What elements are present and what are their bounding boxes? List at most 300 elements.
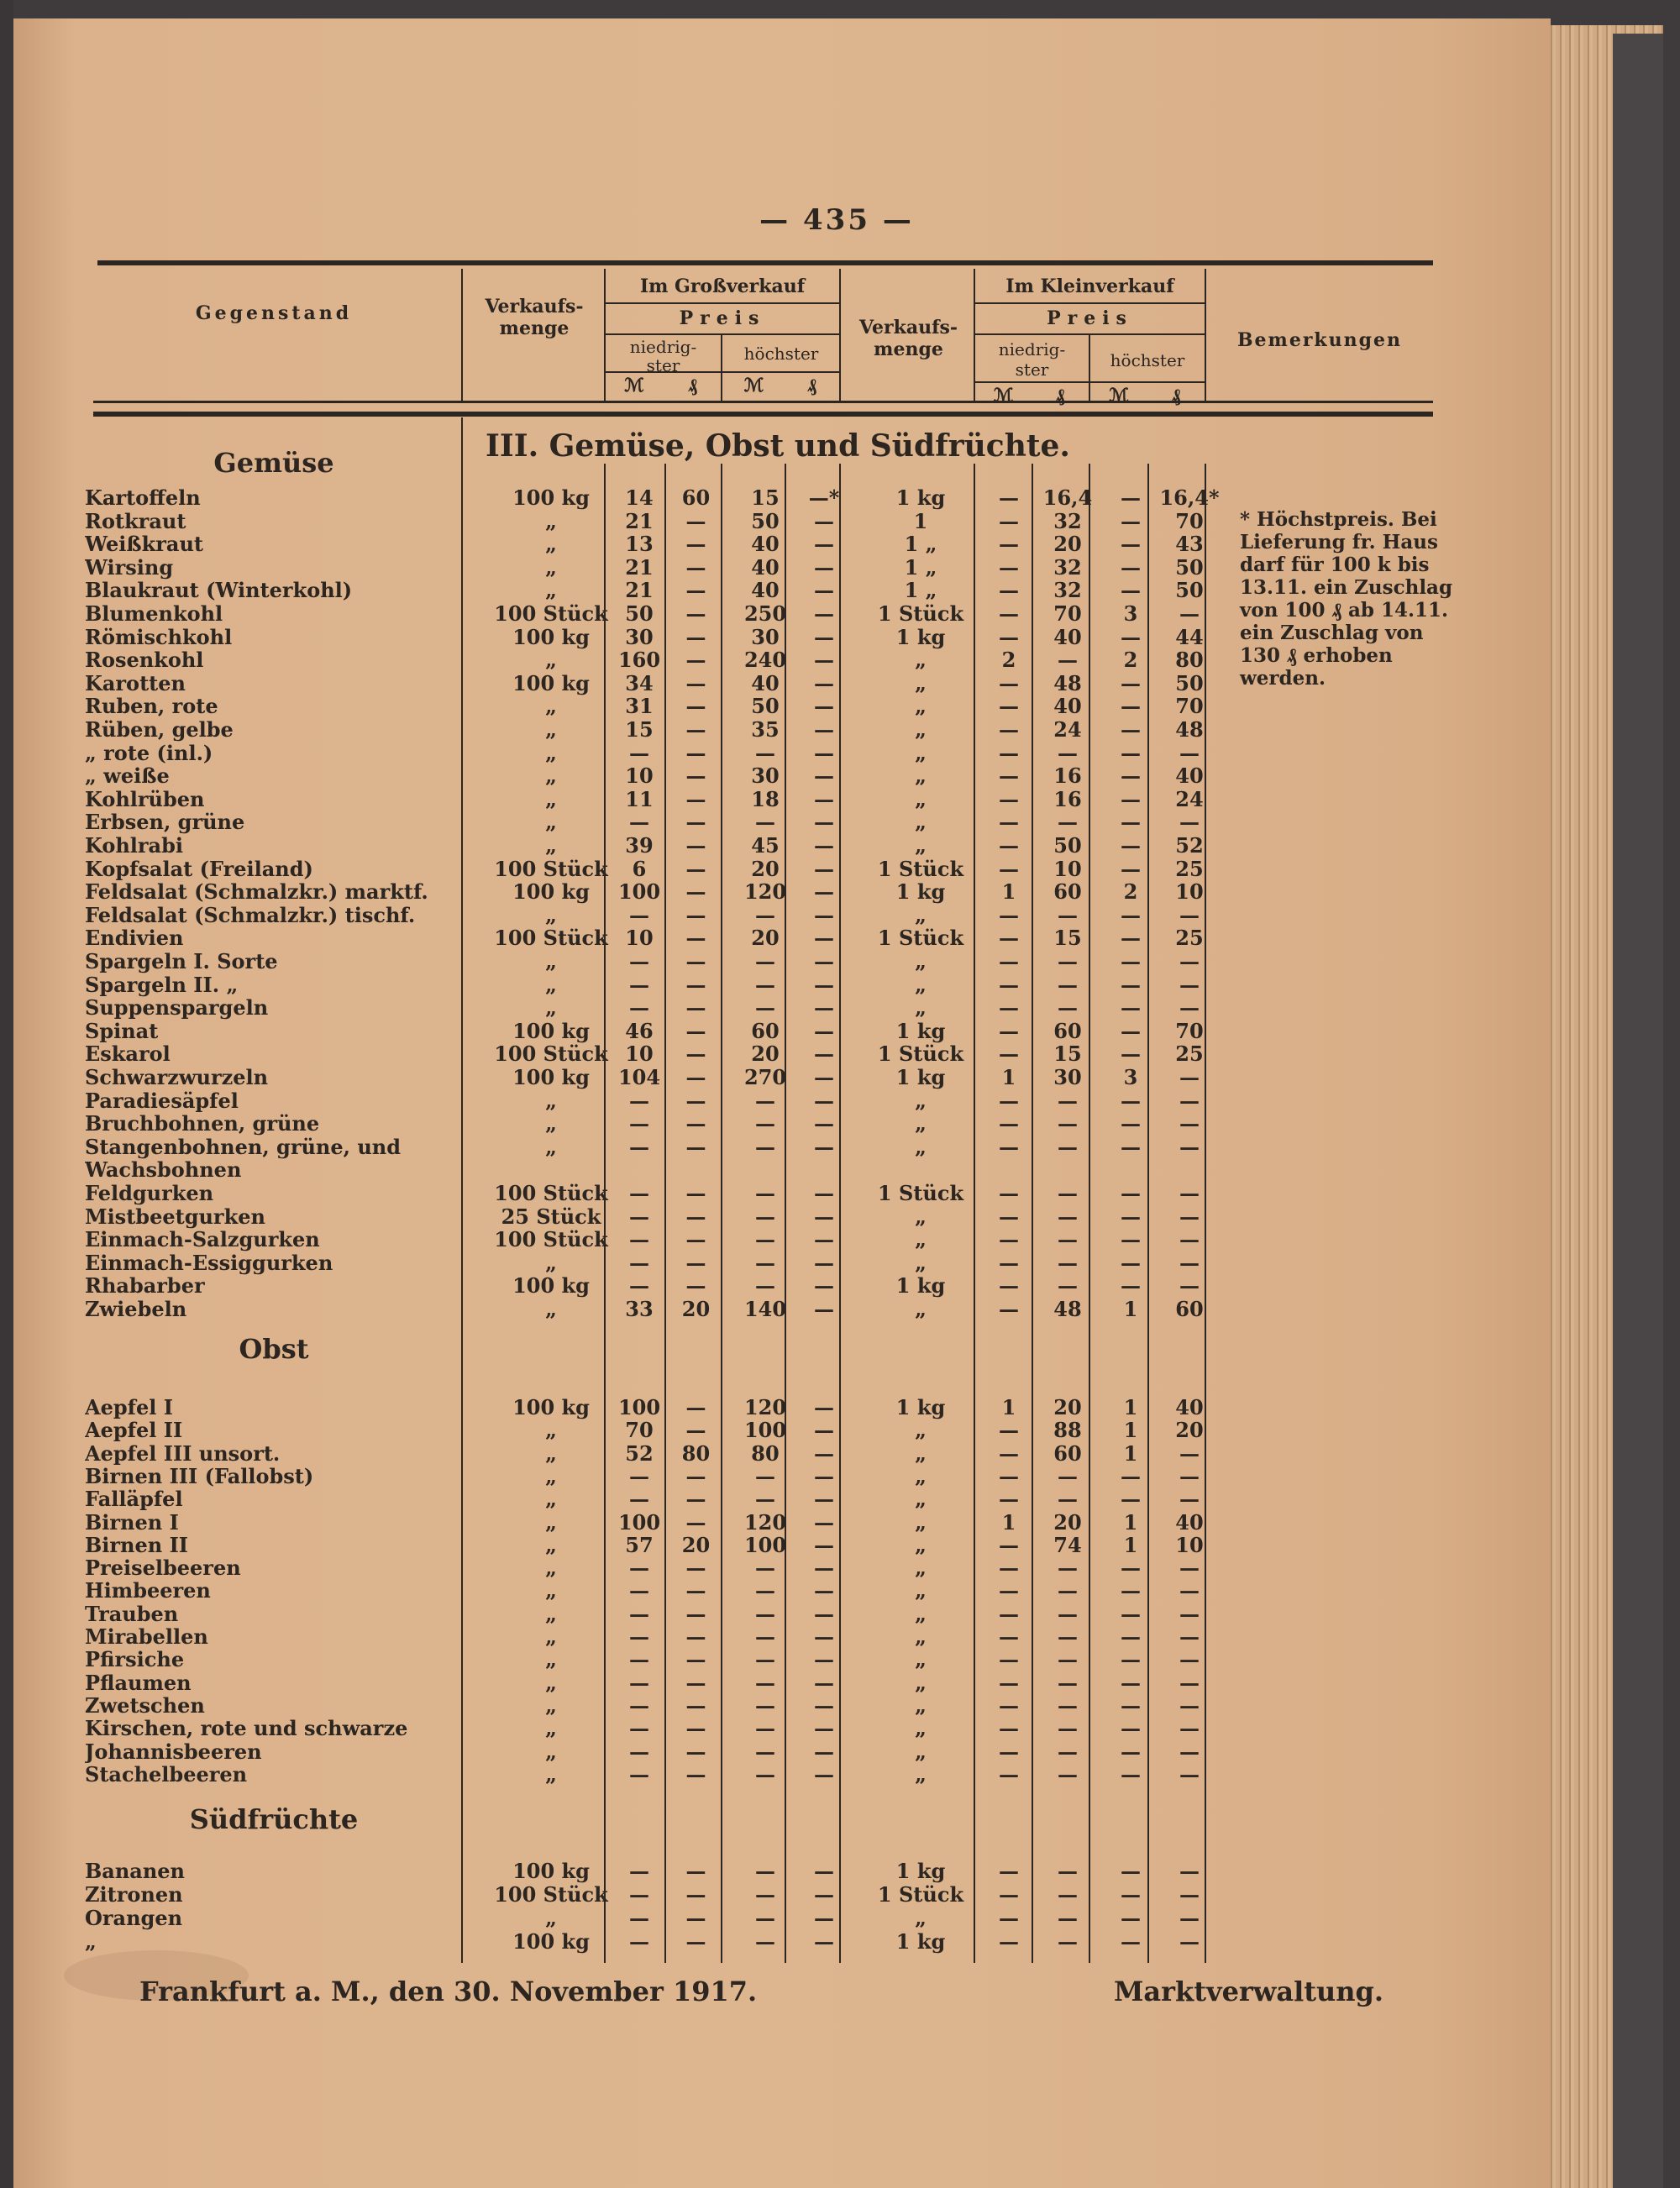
cell-kh: — xyxy=(1121,717,1141,742)
cell-kl: — xyxy=(999,1134,1019,1159)
table-row xyxy=(13,1860,1551,1883)
table-row xyxy=(13,1205,1551,1229)
cell-ghp: — xyxy=(814,1624,834,1649)
cell-klp: — xyxy=(1058,1716,1078,1741)
cell-gl: 100 xyxy=(617,1395,661,1419)
cell-mk: „ xyxy=(915,1532,927,1557)
cell-kl: 1 xyxy=(1001,1395,1016,1419)
header-hoechster-klein: höchster xyxy=(1110,350,1185,370)
cell-gh: 80 xyxy=(751,1440,780,1466)
header-mark: ℳ xyxy=(1109,385,1129,407)
cell-ghp: — xyxy=(814,1134,834,1159)
cell-klp: 48 xyxy=(1053,1297,1082,1321)
cell-gl: 30 xyxy=(625,624,654,649)
cell-kh: — xyxy=(1121,1556,1141,1581)
cell-klp: 24 xyxy=(1053,717,1082,742)
cell-mg: „ xyxy=(545,1647,557,1672)
cell-glp: — xyxy=(685,1601,706,1626)
table-row xyxy=(13,1579,1551,1603)
table-row xyxy=(13,1020,1551,1043)
cell-gl: — xyxy=(629,1882,649,1907)
cell-kh: 3 xyxy=(1123,601,1138,626)
item-name: Wachsbohnen xyxy=(85,1158,242,1183)
cell-mk: „ xyxy=(915,1578,927,1603)
cell-klp: — xyxy=(1058,1578,1078,1603)
footer-signature: Marktverwaltung. xyxy=(1114,1975,1384,2007)
cell-gl: 21 xyxy=(625,554,654,580)
cell-khp: — xyxy=(1179,1578,1200,1603)
cell-gl: — xyxy=(629,1929,649,1954)
cell-klp: — xyxy=(1058,1088,1078,1113)
cell-mg: „ xyxy=(545,1601,557,1626)
cell-mg: 100 Stück xyxy=(494,1882,608,1907)
cell-mk: 1 kg xyxy=(895,624,946,649)
cell-klp: — xyxy=(1058,1670,1078,1695)
cell-klp: 10 xyxy=(1053,856,1082,881)
cell-kl: — xyxy=(999,1181,1019,1205)
cell-kl: — xyxy=(999,1556,1019,1581)
cell-ghp: — xyxy=(814,1181,834,1205)
cell-khp: — xyxy=(1179,1716,1200,1741)
table-row xyxy=(13,950,1551,973)
cell-klp: — xyxy=(1058,1906,1078,1930)
header-preis-gross: Preis xyxy=(679,307,766,329)
cell-khp: — xyxy=(1179,1440,1200,1466)
cell-kh: — xyxy=(1121,995,1141,1021)
cell-ghp: — xyxy=(814,1739,834,1764)
cell-khp: — xyxy=(1179,1761,1200,1787)
cell-ghp: —* xyxy=(808,485,840,510)
cell-gh: 35 xyxy=(751,717,780,742)
cell-gh: — xyxy=(755,1227,775,1252)
cell-mg: 100 Stück xyxy=(494,1181,608,1205)
group-title-obst: Obst xyxy=(239,1333,309,1365)
cell-mk: „ xyxy=(915,1297,927,1321)
remark-line: 13.11. ein Zuschlag xyxy=(1240,576,1453,599)
cell-mg: 100 Stück xyxy=(494,926,608,951)
cell-kl: — xyxy=(999,1227,1019,1252)
cell-gl: 160 xyxy=(617,648,661,673)
cell-ghp: — xyxy=(814,1532,834,1557)
cell-ghp: — xyxy=(814,1578,834,1603)
cell-glp: — xyxy=(685,624,706,649)
cell-kl: — xyxy=(999,1859,1019,1883)
cell-glp: — xyxy=(685,833,706,858)
table-row xyxy=(13,1136,1551,1159)
cell-ghp: — xyxy=(814,1556,834,1581)
cell-khp: 60 xyxy=(1175,1297,1204,1321)
cell-gh: — xyxy=(755,1882,775,1907)
cell-khp: — xyxy=(1179,1670,1200,1695)
cell-glp: — xyxy=(685,694,706,719)
cell-klp: — xyxy=(1058,1624,1078,1649)
header-preis-klein: Preis xyxy=(1047,307,1133,329)
cell-kl: — xyxy=(999,670,1019,695)
cell-ghp: — xyxy=(814,578,834,603)
cell-gl: 33 xyxy=(625,1297,654,1321)
cell-mg: „ xyxy=(545,1134,557,1159)
cell-khp: 70 xyxy=(1175,694,1204,719)
cell-mk: „ xyxy=(915,1440,927,1466)
cell-gh: — xyxy=(755,1181,775,1205)
header-grossverkauf: Im Großverkauf xyxy=(639,275,806,297)
cell-ghp: — xyxy=(814,1227,834,1252)
table-row xyxy=(13,1066,1551,1089)
header-verkaufsmenge-gross: Verkaufs- menge xyxy=(485,296,584,339)
cell-gl: — xyxy=(629,1761,649,1787)
col-divider xyxy=(721,335,722,402)
header-pfennig: ₰ xyxy=(807,375,816,396)
cell-kh: 1 xyxy=(1123,1395,1138,1419)
table-row xyxy=(13,695,1551,718)
cell-mg: „ xyxy=(545,1297,557,1321)
cell-klp: 32 xyxy=(1053,578,1082,603)
cell-glp: — xyxy=(685,1624,706,1649)
cell-glp: — xyxy=(685,856,706,881)
cell-ghp: — xyxy=(814,694,834,719)
cell-kh: — xyxy=(1121,1859,1141,1883)
cell-glp: — xyxy=(685,1556,706,1581)
cell-kl: — xyxy=(999,1440,1019,1466)
cell-gl: — xyxy=(629,1250,649,1275)
cell-kl: — xyxy=(999,1204,1019,1229)
cell-kl: — xyxy=(999,995,1019,1021)
cell-gl: — xyxy=(629,1134,649,1159)
cell-glp: — xyxy=(685,578,706,603)
cell-kl: — xyxy=(999,1111,1019,1136)
cell-gh: — xyxy=(755,972,775,997)
cell-khp: 43 xyxy=(1175,532,1204,557)
cell-kh: — xyxy=(1121,1250,1141,1275)
cell-khp: 50 xyxy=(1175,578,1204,603)
cell-mg: „ xyxy=(545,902,557,927)
cell-kh: 1 xyxy=(1123,1297,1138,1321)
cell-mk: 1 Stück xyxy=(877,1042,964,1067)
cell-ghp: — xyxy=(814,1859,834,1883)
cell-glp: — xyxy=(685,1111,706,1136)
cell-ghp: — xyxy=(814,1018,834,1043)
cell-glp: — xyxy=(685,1273,706,1299)
cell-klp: 16 xyxy=(1053,763,1082,789)
cell-gl: — xyxy=(629,1181,649,1205)
cell-mg: „ xyxy=(545,694,557,719)
cell-gh: — xyxy=(755,1250,775,1275)
cell-gl: — xyxy=(629,949,649,973)
cell-klp: — xyxy=(1058,1882,1078,1907)
cell-gh: 18 xyxy=(751,786,780,811)
cell-glp: — xyxy=(685,1065,706,1089)
cell-mk: „ xyxy=(915,1647,927,1672)
cell-klp: — xyxy=(1058,1250,1078,1275)
cell-khp: — xyxy=(1179,1065,1200,1089)
table-row xyxy=(13,1419,1551,1442)
cell-glp: — xyxy=(685,1716,706,1741)
cell-ghp: — xyxy=(814,1440,834,1466)
cell-kh: — xyxy=(1121,856,1141,881)
cell-ghp: — xyxy=(814,554,834,580)
cell-glp: — xyxy=(685,1647,706,1672)
cell-khp: — xyxy=(1179,810,1200,835)
table-row xyxy=(13,1740,1551,1764)
table-row xyxy=(13,1089,1551,1113)
cell-gh: 100 xyxy=(743,1418,787,1443)
cell-mk: 1 kg xyxy=(895,1929,946,1954)
cell-klp: 40 xyxy=(1053,624,1082,649)
cell-kl: — xyxy=(999,949,1019,973)
item-name: Orangen xyxy=(85,1907,183,1930)
cell-kh: — xyxy=(1121,508,1141,533)
item-name: Rüben, gelbe xyxy=(85,718,234,742)
cell-kl: — xyxy=(999,1463,1019,1488)
item-name: „ weiße xyxy=(85,764,170,789)
cell-khp: — xyxy=(1179,1134,1200,1159)
cell-khp: — xyxy=(1179,1227,1200,1252)
cell-kh: — xyxy=(1121,810,1141,835)
cell-mg: 100 kg xyxy=(512,1065,590,1089)
cell-kl: — xyxy=(999,1761,1019,1787)
cell-khp: 44 xyxy=(1175,624,1204,649)
item-name: Mirabellen xyxy=(85,1625,208,1649)
cell-mg: „ xyxy=(545,1556,557,1581)
table-row xyxy=(13,926,1551,950)
item-name: Birnen II xyxy=(85,1533,189,1557)
table-row xyxy=(13,1042,1551,1066)
cell-khp: — xyxy=(1179,1601,1200,1626)
remark-line: * Höchstpreis. Bei xyxy=(1240,508,1437,531)
cell-khp: — xyxy=(1179,1088,1200,1113)
table-row xyxy=(13,834,1551,858)
cell-ghp: — xyxy=(814,1065,834,1089)
cell-glp: — xyxy=(685,1487,706,1512)
cell-kl: — xyxy=(999,1532,1019,1557)
cell-mg: „ xyxy=(545,1418,557,1443)
item-name: Wirsing xyxy=(85,555,174,580)
cell-gl: 11 xyxy=(625,786,654,811)
cell-glp: 60 xyxy=(681,485,711,510)
cell-mk: „ xyxy=(915,648,927,673)
item-name: Pfirsiche xyxy=(85,1648,185,1672)
cell-klp: 32 xyxy=(1053,508,1082,533)
cell-gh: 20 xyxy=(751,856,780,881)
header-hoechster-gross: höchster xyxy=(743,344,819,364)
cell-mg: 100 kg xyxy=(512,624,590,649)
group-title-suedfruechte: Südfrüchte xyxy=(189,1803,359,1835)
remark-line: werden. xyxy=(1240,667,1326,690)
cell-kh: — xyxy=(1121,578,1141,603)
cell-ghp: — xyxy=(814,879,834,905)
table-row xyxy=(13,742,1551,765)
cell-mg: 100 Stück xyxy=(494,1042,608,1067)
table-row xyxy=(13,1251,1551,1275)
cell-ghp: — xyxy=(814,1487,834,1512)
cell-gl: 13 xyxy=(625,532,654,557)
cell-gh: — xyxy=(755,810,775,835)
cell-kh: — xyxy=(1121,1578,1141,1603)
cell-gh: — xyxy=(755,1463,775,1488)
cell-mg: „ xyxy=(545,1532,557,1557)
section-title: III. Gemüse, Obst und Südfrüchte. xyxy=(486,428,1070,464)
cell-mk: „ xyxy=(915,833,927,858)
cell-khp: — xyxy=(1179,1929,1200,1954)
cell-gl: — xyxy=(629,1463,649,1488)
cell-mk: „ xyxy=(915,1227,927,1252)
cell-mg: „ xyxy=(545,508,557,533)
cell-klp: 60 xyxy=(1053,1440,1082,1466)
cell-mg: 100 kg xyxy=(512,1859,590,1883)
cell-glp: — xyxy=(685,1929,706,1954)
cell-mg: „ xyxy=(545,1250,557,1275)
cell-kh: 1 xyxy=(1123,1440,1138,1466)
cell-khp: — xyxy=(1179,1556,1200,1581)
cell-klp: 50 xyxy=(1053,833,1082,858)
cell-gl: — xyxy=(629,810,649,835)
cell-mk: „ xyxy=(915,740,927,765)
cell-ghp: — xyxy=(814,1647,834,1672)
table-row xyxy=(13,858,1551,881)
cell-mk: 1 Stück xyxy=(877,601,964,626)
cell-kl: — xyxy=(999,508,1019,533)
cell-mg: „ xyxy=(545,1440,557,1466)
header-verkaufsmenge-klein: Verkaufs- menge xyxy=(858,317,958,360)
cell-mk: „ xyxy=(915,1692,927,1718)
cell-mg: „ xyxy=(545,810,557,835)
cell-gl: 14 xyxy=(625,485,654,510)
cell-kl: — xyxy=(999,1042,1019,1067)
cell-mk: 1 kg xyxy=(895,1273,946,1299)
table-row xyxy=(13,1717,1551,1740)
book-cover-right xyxy=(1613,34,1663,2188)
cell-mk: „ xyxy=(915,810,927,835)
cell-kh: — xyxy=(1121,1042,1141,1067)
cell-glp: — xyxy=(685,1395,706,1419)
table-row xyxy=(13,486,1551,510)
cell-mg: „ xyxy=(545,949,557,973)
cell-mg: 100 kg xyxy=(512,879,590,905)
cell-gh: 50 xyxy=(751,694,780,719)
cell-mg: 100 kg xyxy=(512,1018,590,1043)
cell-khp: — xyxy=(1179,1906,1200,1930)
item-name: Kohlrabi xyxy=(85,834,183,858)
cell-mk: 1 kg xyxy=(895,1018,946,1043)
cell-mg: „ xyxy=(545,1578,557,1603)
item-name: Bananen xyxy=(85,1860,186,1883)
cell-ghp: — xyxy=(814,1204,834,1229)
table-row xyxy=(13,1274,1551,1298)
remark-line: von 100 ₰ ab 14.11. xyxy=(1240,599,1448,622)
cell-gh: 15 xyxy=(751,485,780,510)
cell-kh: — xyxy=(1121,1601,1141,1626)
cell-kh: 1 xyxy=(1123,1418,1138,1443)
cell-ghp: — xyxy=(814,1929,834,1954)
cell-mk: „ xyxy=(915,1906,927,1930)
cell-ghp: — xyxy=(814,717,834,742)
item-name: Birnen III (Fallobst) xyxy=(85,1464,314,1488)
cell-gh: — xyxy=(755,1670,775,1695)
cell-gh: — xyxy=(755,1716,775,1741)
cell-kl: — xyxy=(999,1716,1019,1741)
cell-khp: — xyxy=(1179,1463,1200,1488)
cell-klp: — xyxy=(1058,1929,1078,1954)
item-name: Feldgurken xyxy=(85,1182,214,1205)
cell-mk: 1 kg xyxy=(895,1395,946,1419)
cell-gl: 46 xyxy=(625,1018,654,1043)
table-row xyxy=(13,1465,1551,1488)
cell-ghp: — xyxy=(814,1670,834,1695)
cell-mk: „ xyxy=(915,1624,927,1649)
cell-mg: „ xyxy=(545,648,557,673)
cell-glp: — xyxy=(685,1134,706,1159)
cell-kl: 1 xyxy=(1001,1065,1016,1089)
cell-kl: — xyxy=(999,554,1019,580)
header-mark: ℳ xyxy=(624,375,644,396)
cell-glp: — xyxy=(685,1250,706,1275)
cell-kh: — xyxy=(1121,624,1141,649)
cell-ghp: — xyxy=(814,1111,834,1136)
cell-klp: — xyxy=(1058,1859,1078,1883)
cell-glp: — xyxy=(685,1509,706,1535)
cell-kh: — xyxy=(1121,833,1141,858)
cell-ghp: — xyxy=(814,1463,834,1488)
cell-kh: 2 xyxy=(1123,648,1138,673)
cell-gl: 57 xyxy=(625,1532,654,1557)
cell-klp: 60 xyxy=(1053,879,1082,905)
cell-mk: „ xyxy=(915,717,927,742)
cell-kl: — xyxy=(999,1692,1019,1718)
cell-mk: 1 Stück xyxy=(877,1181,964,1205)
cell-gh: — xyxy=(755,1624,775,1649)
cell-glp: — xyxy=(685,786,706,811)
cell-khp: — xyxy=(1179,972,1200,997)
cell-kh: 2 xyxy=(1123,879,1138,905)
cell-mk: „ xyxy=(915,1556,927,1581)
cell-ghp: — xyxy=(814,532,834,557)
cell-ghp: — xyxy=(814,1692,834,1718)
cell-glp: 80 xyxy=(681,1440,711,1466)
cell-glp: — xyxy=(685,1042,706,1067)
cell-gh: — xyxy=(755,740,775,765)
cell-ghp: — xyxy=(814,833,834,858)
cell-klp: 15 xyxy=(1053,1042,1082,1067)
cell-kl: — xyxy=(999,694,1019,719)
cell-mg: „ xyxy=(545,972,557,997)
cell-gl: 52 xyxy=(625,1440,654,1466)
table-row xyxy=(13,1763,1551,1787)
table-row xyxy=(13,764,1551,788)
cell-glp: — xyxy=(685,972,706,997)
cell-ghp: — xyxy=(814,902,834,927)
cell-gh: 100 xyxy=(743,1532,787,1557)
table-row xyxy=(13,1396,1551,1419)
cell-mg: 100 kg xyxy=(512,1395,590,1419)
cell-mg: „ xyxy=(545,1463,557,1488)
item-name: Aepfel I xyxy=(85,1396,173,1419)
cell-glp: — xyxy=(685,1227,706,1252)
cell-gh: 45 xyxy=(751,833,780,858)
cell-ghp: — xyxy=(814,508,834,533)
header-subrule xyxy=(975,302,1205,304)
item-name: Stangenbohnen, grüne, und xyxy=(85,1135,402,1159)
cell-khp: 40 xyxy=(1175,1509,1204,1535)
cell-klp: 60 xyxy=(1053,1018,1082,1043)
cell-glp: — xyxy=(685,1882,706,1907)
cell-mg: „ xyxy=(545,1670,557,1695)
cell-kh: — xyxy=(1121,1088,1141,1113)
cell-glp: — xyxy=(685,554,706,580)
cell-klp: — xyxy=(1058,1761,1078,1787)
cell-klp: — xyxy=(1058,949,1078,973)
item-name: Mistbeetgurken xyxy=(85,1204,265,1229)
item-name: Kirschen, rote und schwarze xyxy=(85,1717,408,1741)
